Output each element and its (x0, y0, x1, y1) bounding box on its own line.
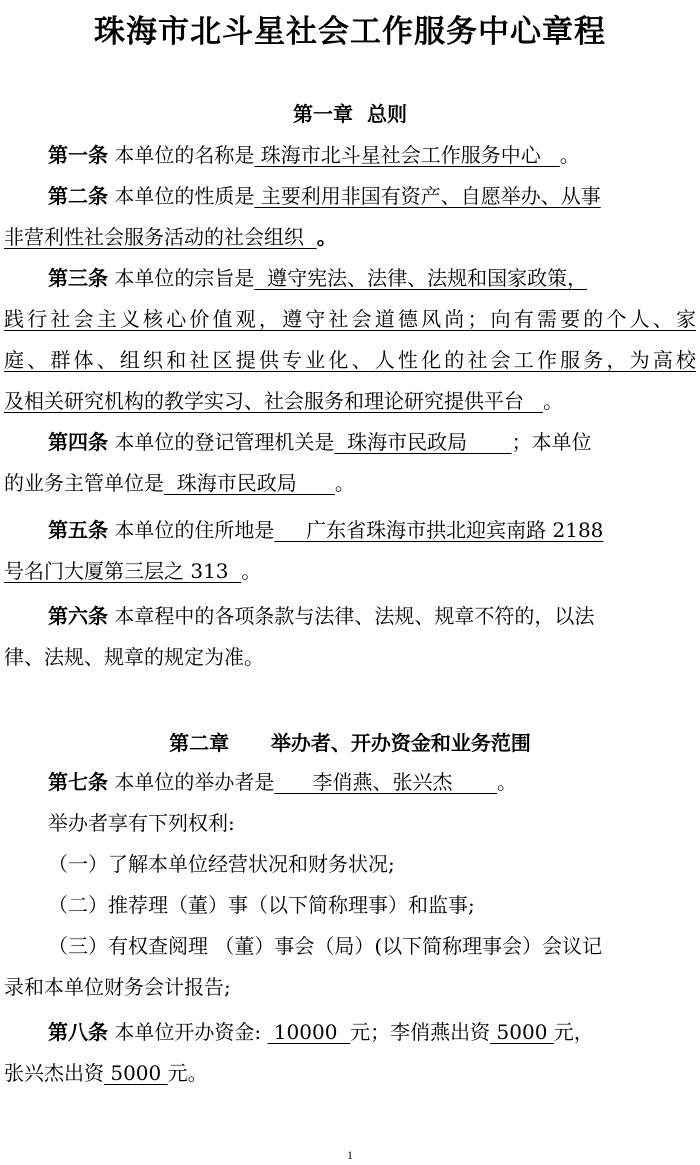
article-1-end: 。 (559, 143, 580, 167)
address-blank-2: 号名门大厦第三层之 313 (4, 559, 242, 583)
purpose-blank-3: 庭、群体、组织和社区提供专业化、人性化的社会工作服务，为高校 (4, 348, 696, 372)
article-4-text: 本单位的登记管理机关是 (108, 430, 335, 454)
article-3-text: 本单位的宗旨是 (108, 266, 255, 290)
page-number: 1 (347, 1148, 353, 1162)
article-8-label: 第八条 (48, 1020, 108, 1044)
article-5-end: 。 (241, 559, 262, 583)
founder-right-2 (48, 888, 696, 922)
article-8-unit-1: 元；李俏燕出资 (350, 1020, 491, 1044)
article-8-unit-2: 元， (553, 1020, 594, 1044)
article-8-text-2: 张兴杰出资 (4, 1061, 104, 1085)
founder-right-3-line-2 (4, 970, 696, 1004)
document-title: 珠海市北斗星社会工作服务中心章程 (94, 14, 606, 50)
article-3-line-1 (48, 261, 696, 295)
article-3-label: 第三条 (48, 266, 108, 290)
founder-right-3-line-1 (48, 929, 696, 963)
founder-right-2-text: （二）推荐理（董）事（以下简称理事）和监事; (48, 893, 475, 917)
article-8-text: 本单位开办资金: (108, 1020, 268, 1044)
article-2-label: 第二条 (48, 184, 108, 208)
founder-right-1-text: （一）了解本单位经营状况和财务状况; (48, 852, 395, 876)
chapter-1-heading: 第一章 总则 (293, 102, 407, 126)
article-8-end: 元。 (167, 1061, 208, 1085)
purpose-blank-4: 及相关研究机构的教学实习、社会服务和理论研究提供平台 (4, 389, 544, 413)
article-6-text-2: 律、法规、规章的规定为准。 (4, 645, 264, 669)
purpose-blank-1: 遵守宪法、法律、法规和国家政策， (254, 266, 588, 290)
article-8-line-2 (4, 1056, 696, 1090)
article-4-label: 第四条 (48, 430, 108, 454)
article-4-line-1 (48, 425, 696, 459)
total-capital-blank: 10000 (267, 1020, 351, 1044)
capital-li-blank: 5000 (490, 1020, 554, 1044)
article-2-line-2 (4, 220, 696, 254)
article-4-end: 。 (334, 471, 355, 495)
article-7-text: 本单位的举办者是 (108, 770, 275, 794)
registration-authority-blank: 珠海市民政局 (334, 430, 512, 454)
unit-nature-blank-1: 主要利用非国有资产、自愿举办、从事 (254, 184, 601, 208)
chapter-2-heading: 第二章 举办者、开办资金和业务范围 (169, 731, 531, 755)
article-2-end: 。 (316, 225, 337, 249)
article-5-label: 第五条 (48, 518, 108, 542)
article-1-label: 第一条 (48, 143, 108, 167)
article-2-text: 本单位的性质是 (108, 184, 255, 208)
founders-blank: 李俏燕、张兴杰 (274, 770, 498, 794)
founder-rights-intro (48, 806, 696, 840)
founder-rights-intro-text: 举办者享有下列权利: (48, 811, 235, 835)
article-5-line-1 (48, 513, 696, 547)
article-7-label: 第七条 (48, 770, 108, 794)
capital-zhang-blank: 5000 (104, 1061, 168, 1085)
article-6-text-1: 本章程中的各项条款与法律、法规、规章不符的，以法 (108, 604, 595, 628)
unit-nature-blank-2: 非营利性社会服务活动的社会组织 (4, 225, 317, 249)
article-7 (48, 765, 696, 799)
purpose-blank-2: 践行社会主义核心价值观，遵守社会道德风尚；向有需要的个人、家 (4, 307, 696, 331)
article-2-line-1 (48, 179, 696, 213)
article-5-line-2 (4, 554, 696, 588)
article-6-line-2 (4, 640, 696, 674)
article-1 (48, 138, 696, 172)
address-blank-1: 广东省珠海市拱北迎宾南路 2188 (274, 518, 604, 542)
article-5-text: 本单位的住所地是 (108, 518, 275, 542)
article-4-mid: ；本单位 (511, 430, 592, 454)
article-7-end: 。 (497, 770, 518, 794)
article-3-line-3 (4, 343, 696, 377)
article-4-line-2 (4, 466, 696, 500)
article-4-line-2-text: 的业务主管单位是 (4, 471, 164, 495)
article-3-end: 。 (543, 389, 564, 413)
article-8-line-1 (48, 1015, 696, 1049)
article-3-line-2 (4, 302, 696, 336)
supervising-unit-blank: 珠海市民政局 (164, 471, 335, 495)
article-6-label: 第六条 (48, 604, 108, 628)
article-1-text: 本单位的名称是 (108, 143, 255, 167)
founder-right-1 (48, 847, 696, 881)
founder-right-3-text-2: 录和本单位财务会计报告; (4, 975, 231, 999)
founder-right-3-text-1: （三）有权查阅理 （董）事会（局）(以下简称理事会）会议记 (48, 934, 603, 958)
article-3-line-4 (4, 384, 696, 418)
article-6-line-1 (48, 599, 696, 633)
unit-name-blank: 珠海市北斗星社会工作服务中心 (254, 143, 560, 167)
